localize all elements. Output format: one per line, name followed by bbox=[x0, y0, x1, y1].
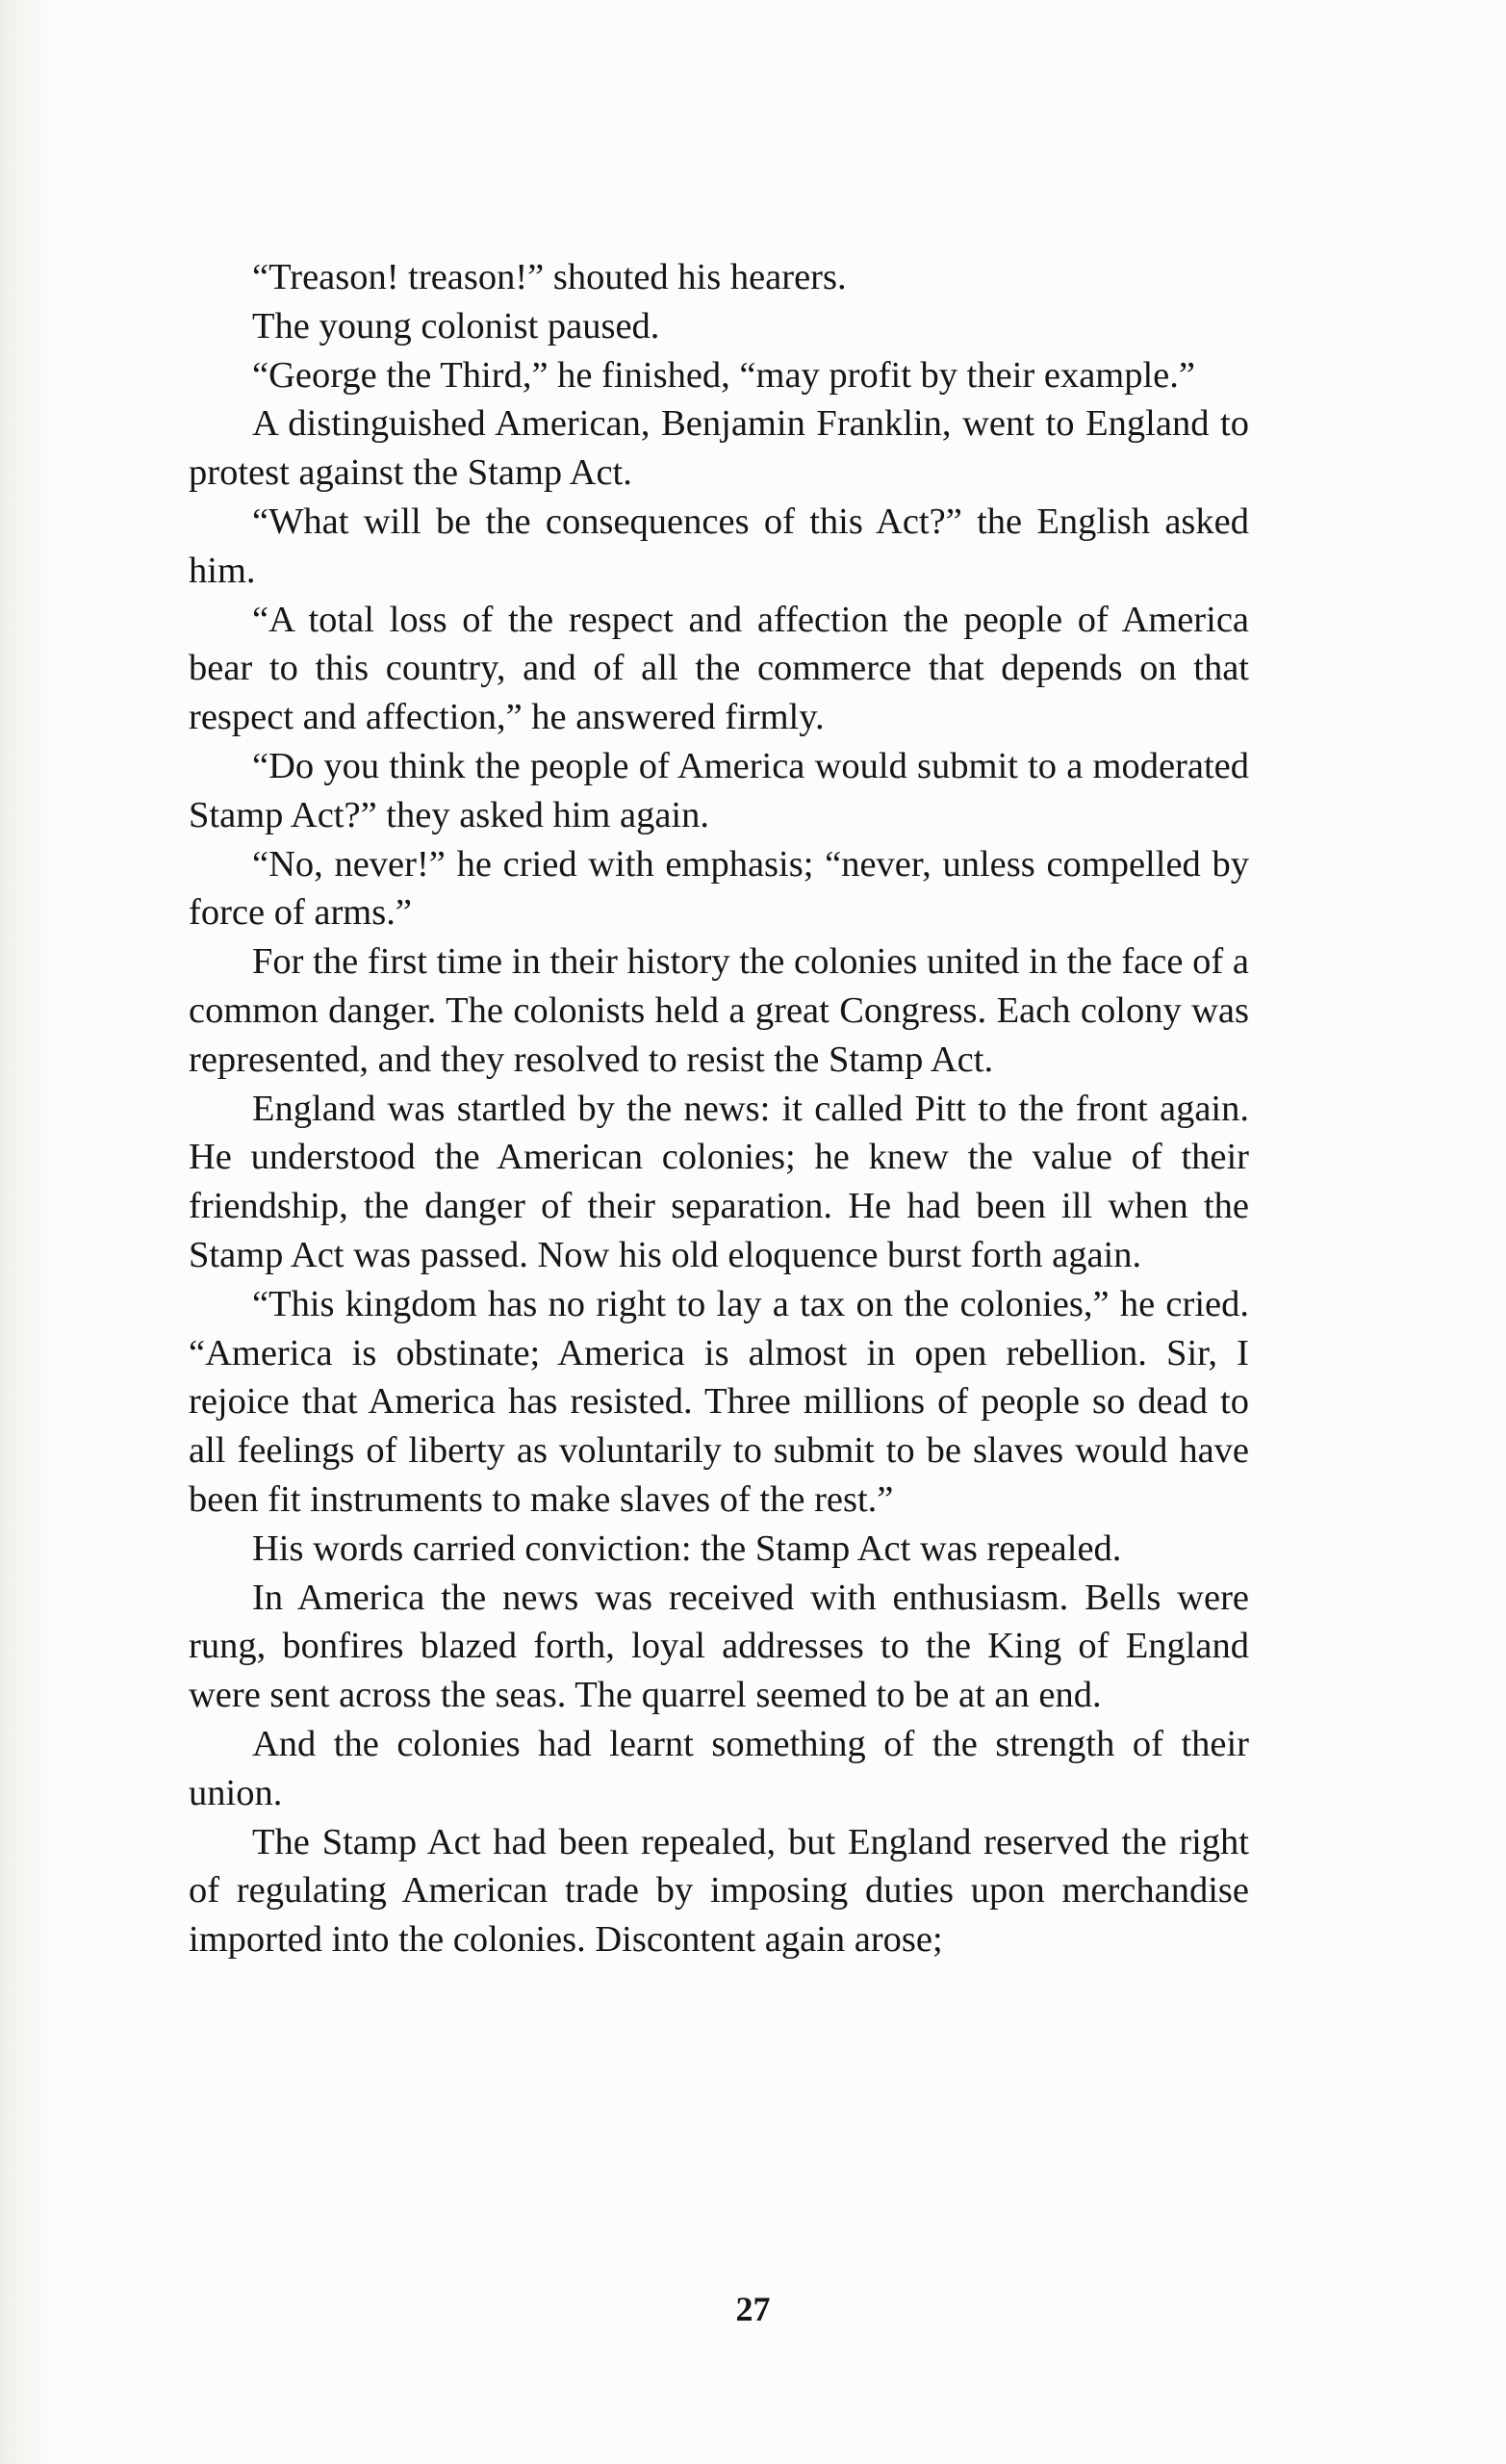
paragraph-4: A distinguished American, Benjamin Franklin, went to England to protest against the Stamp Act. bbox=[189, 403, 1249, 494]
paragraph-1: “Treason! treason!” shouted his hearers. bbox=[252, 257, 847, 297]
paragraph-14: And the colonies had learnt something of the strength of their union. bbox=[189, 1723, 1249, 1813]
paragraph-6: “A total loss of the respect and affection the people of America bear to this country, and of all the commerce that depends on that respect and affection,” he answered firmly. bbox=[189, 599, 1249, 738]
page-number: 27 bbox=[735, 2290, 771, 2328]
body-text bbox=[189, 253, 1249, 1964]
paragraph-12: His words carried conviction: the Stamp Act was repealed. bbox=[252, 1527, 1122, 1569]
paragraph-11: “This kingdom has no right to lay a tax on the colonies,” he cried. “America is obstinate; America is almost in open rebellion. Sir, I rejoice that America has resisted. Three millions of people so dead to all feelings of liberty as voluntarily to submit to be slaves would have been fit instruments to make slaves of the rest.” bbox=[189, 1283, 1249, 1520]
paragraph-13: In America the news was received with enthusiasm. Bells were rung, bonfires blazed forth, loyal addresses to the King of England were sent across the seas. The quarrel seemed to be at an end. bbox=[189, 1577, 1249, 1716]
paragraph-5: “What will be the consequences of this Act?” the English asked him. bbox=[189, 500, 1249, 591]
paragraph-10: England was startled by the news: it called Pitt to the front again. He understood the American colonies; he knew the value of their friendship, the danger of their separation. He had been ill when the Stamp Act was passed. Now his old eloquence burst forth again. bbox=[189, 1088, 1249, 1275]
page-edge-shading bbox=[0, 0, 58, 2464]
paragraph-15: The Stamp Act had been repealed, but England reserved the right of regulating American trade by imposing duties upon merchandise imported into the colonies. Discontent again arose; bbox=[189, 1821, 1249, 1961]
paragraph-3: “George the Third,” he finished, “may profit by their example.” bbox=[252, 354, 1195, 396]
paragraph-7: “Do you think the people of America would submit to a moderated Stamp Act?” they asked him again. bbox=[189, 745, 1249, 835]
paragraph-9: For the first time in their history the colonies united in the face of a common danger. The colonists held a great Congress. Each colony was represented, and they resolved to resist the Stamp Act. bbox=[189, 941, 1249, 1080]
paragraph-2: The young colonist paused. bbox=[252, 305, 660, 346]
paragraph-8: “No, never!” he cried with emphasis; “never, unless compelled by force of arms.” bbox=[189, 843, 1249, 934]
